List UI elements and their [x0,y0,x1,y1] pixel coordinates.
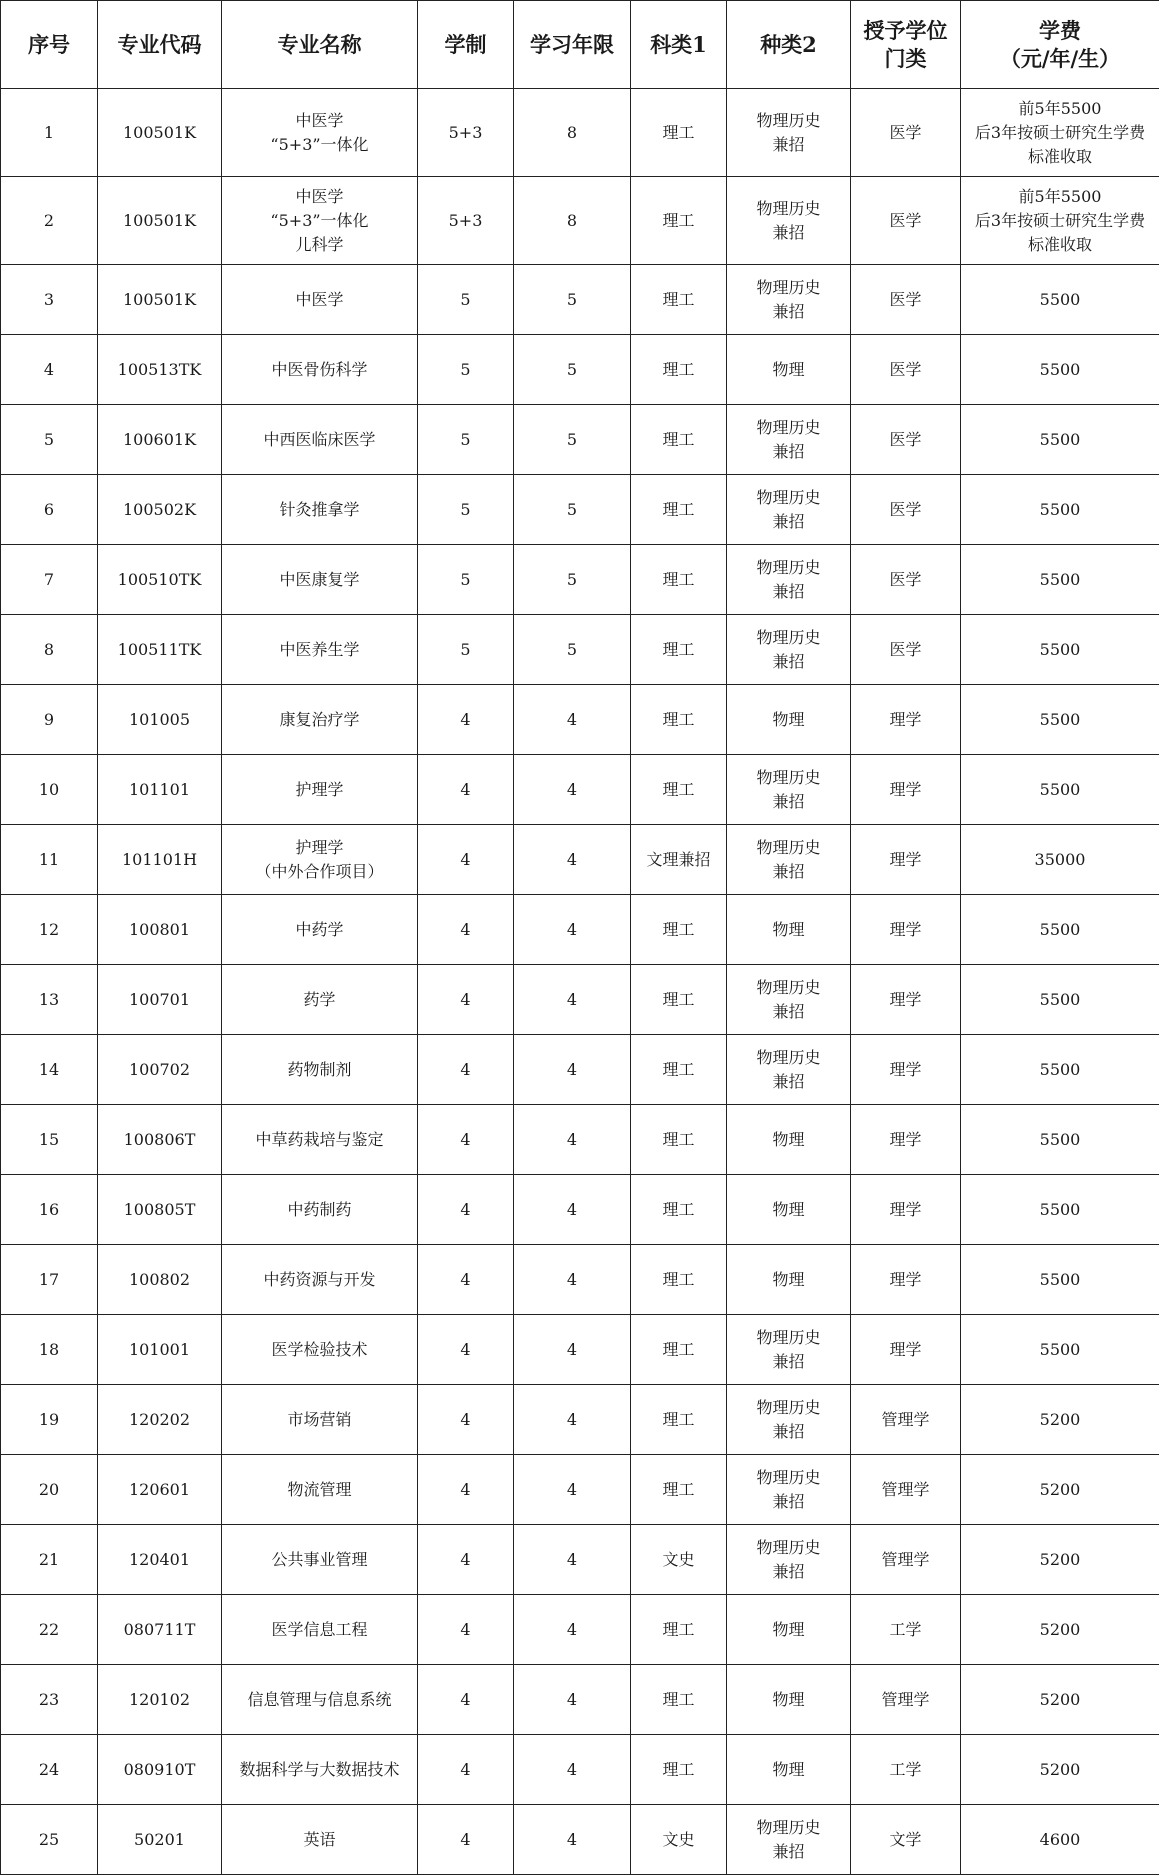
cell-major-code: 080711T [98,1595,222,1665]
table-row [1,89,1159,177]
cell-study-years: 5 [514,265,631,335]
cell-tuition: 5500 [961,1035,1159,1105]
cell-study-years: 4 [514,1035,631,1105]
cell-tuition: 4600 [961,1805,1159,1875]
cell-program-length: 4 [418,1525,514,1595]
cell-degree-type: 工学 [851,1735,961,1805]
cell-program-length: 4 [418,1455,514,1525]
cell-program-length: 4 [418,1735,514,1805]
cell-tuition: 5500 [961,755,1159,825]
cell-program-length: 4 [418,1105,514,1175]
cell-category-2: 物理 [727,895,851,965]
cell-major-name: 康复治疗学 [222,685,418,755]
table-row [1,265,1159,335]
cell-tuition: 5500 [961,1315,1159,1385]
cell-seq-no: 12 [1,895,98,965]
header-major-name: 专业名称 [222,1,418,89]
cell-category-2: 物理 [727,1245,851,1315]
cell-program-length: 5+3 [418,177,514,265]
table-row [1,1805,1159,1875]
cell-degree-type: 理学 [851,685,961,755]
cell-study-years: 5 [514,615,631,685]
table-row [1,1525,1159,1595]
cell-degree-type: 理学 [851,1245,961,1315]
cell-major-code: 100701 [98,965,222,1035]
cell-program-length: 4 [418,895,514,965]
cell-degree-type: 医学 [851,177,961,265]
cell-seq-no: 2 [1,177,98,265]
cell-category-2: 物理 [727,1665,851,1735]
cell-category-2: 物理 [727,685,851,755]
cell-major-code: 100805T [98,1175,222,1245]
cell-major-name: 医学信息工程 [222,1595,418,1665]
cell-tuition: 5500 [961,685,1159,755]
cell-program-length: 5 [418,475,514,545]
cell-program-length: 5 [418,615,514,685]
table-row [1,335,1159,405]
cell-degree-type: 医学 [851,475,961,545]
cell-degree-type: 工学 [851,1595,961,1665]
cell-major-code: 101001 [98,1315,222,1385]
table-row [1,1385,1159,1455]
cell-category-1: 理工 [631,1315,727,1385]
cell-seq-no: 6 [1,475,98,545]
cell-seq-no: 1 [1,89,98,177]
cell-study-years: 4 [514,685,631,755]
table-row [1,1595,1159,1665]
cell-major-name: 中药资源与开发 [222,1245,418,1315]
cell-study-years: 5 [514,475,631,545]
cell-seq-no: 23 [1,1665,98,1735]
cell-major-name: 中医学 “5+3”一体化 [222,89,418,177]
header-category-1: 科类1 [631,1,727,89]
cell-category-2: 物理 [727,1595,851,1665]
cell-seq-no: 5 [1,405,98,475]
cell-category-2: 物理 [727,335,851,405]
cell-category-1: 理工 [631,1385,727,1455]
table-row [1,1735,1159,1805]
cell-study-years: 4 [514,1245,631,1315]
cell-major-name: 中医养生学 [222,615,418,685]
cell-category-1: 理工 [631,1595,727,1665]
cell-study-years: 4 [514,755,631,825]
cell-seq-no: 22 [1,1595,98,1665]
cell-study-years: 8 [514,89,631,177]
cell-major-name: 中药学 [222,895,418,965]
cell-study-years: 4 [514,1175,631,1245]
cell-program-length: 5 [418,545,514,615]
cell-program-length: 4 [418,965,514,1035]
cell-category-2: 物理 [727,1105,851,1175]
cell-program-length: 4 [418,1175,514,1245]
cell-major-code: 100501K [98,89,222,177]
header-major-code: 专业代码 [98,1,222,89]
cell-degree-type: 医学 [851,545,961,615]
cell-category-1: 理工 [631,1665,727,1735]
cell-degree-type: 理学 [851,1175,961,1245]
table-row [1,615,1159,685]
cell-seq-no: 14 [1,1035,98,1105]
header-program-length: 学制 [418,1,514,89]
cell-degree-type: 理学 [851,1315,961,1385]
cell-major-name: 中医康复学 [222,545,418,615]
cell-major-code: 120401 [98,1525,222,1595]
cell-category-1: 文史 [631,1805,727,1875]
header-study-years: 学习年限 [514,1,631,89]
cell-tuition: 5500 [961,615,1159,685]
cell-program-length: 4 [418,1805,514,1875]
cell-major-name: 中药制药 [222,1175,418,1245]
cell-tuition: 5500 [961,265,1159,335]
cell-category-2: 物理历史 兼招 [727,1035,851,1105]
table-row [1,1455,1159,1525]
cell-category-2: 物理历史 兼招 [727,1455,851,1525]
cell-category-1: 理工 [631,1245,727,1315]
cell-category-1: 理工 [631,475,727,545]
cell-category-2: 物理历史 兼招 [727,755,851,825]
cell-category-2: 物理历史 兼招 [727,1805,851,1875]
cell-study-years: 4 [514,1315,631,1385]
cell-major-code: 101005 [98,685,222,755]
cell-tuition: 5500 [961,1105,1159,1175]
cell-degree-type: 医学 [851,615,961,685]
cell-seq-no: 8 [1,615,98,685]
cell-category-1: 文史 [631,1525,727,1595]
table-row [1,685,1159,755]
cell-tuition: 5200 [961,1595,1159,1665]
cell-program-length: 4 [418,1595,514,1665]
cell-seq-no: 13 [1,965,98,1035]
cell-tuition: 5200 [961,1735,1159,1805]
cell-degree-type: 管理学 [851,1665,961,1735]
cell-study-years: 4 [514,1595,631,1665]
cell-major-name: 中医骨伤科学 [222,335,418,405]
cell-tuition: 5200 [961,1665,1159,1735]
cell-seq-no: 20 [1,1455,98,1525]
cell-tuition: 5200 [961,1525,1159,1595]
cell-major-code: 100601K [98,405,222,475]
cell-tuition: 前5年5500 后3年按硕士研究生学费 标准收取 [961,89,1159,177]
cell-seq-no: 18 [1,1315,98,1385]
cell-category-2: 物理历史 兼招 [727,1525,851,1595]
header-category-2: 种类2 [727,1,851,89]
header-row [1,1,1159,89]
cell-major-name: 药学 [222,965,418,1035]
cell-seq-no: 25 [1,1805,98,1875]
cell-seq-no: 24 [1,1735,98,1805]
cell-degree-type: 理学 [851,895,961,965]
cell-seq-no: 19 [1,1385,98,1455]
cell-major-name: 英语 [222,1805,418,1875]
cell-category-1: 理工 [631,965,727,1035]
cell-study-years: 4 [514,1525,631,1595]
cell-tuition: 5500 [961,545,1159,615]
cell-category-1: 理工 [631,405,727,475]
cell-category-2: 物理历史 兼招 [727,1315,851,1385]
cell-study-years: 4 [514,1735,631,1805]
cell-tuition: 5500 [961,895,1159,965]
table-row [1,1105,1159,1175]
table-row [1,1035,1159,1105]
cell-study-years: 4 [514,1385,631,1455]
table-row [1,475,1159,545]
cell-category-2: 物理历史 兼招 [727,825,851,895]
cell-degree-type: 理学 [851,825,961,895]
cell-study-years: 4 [514,825,631,895]
cell-program-length: 5 [418,335,514,405]
cell-major-code: 120601 [98,1455,222,1525]
table-row [1,755,1159,825]
cell-major-name: 针灸推拿学 [222,475,418,545]
cell-category-1: 理工 [631,265,727,335]
cell-degree-type: 理学 [851,1105,961,1175]
cell-seq-no: 21 [1,1525,98,1595]
cell-tuition: 35000 [961,825,1159,895]
cell-program-length: 4 [418,1385,514,1455]
table-row [1,545,1159,615]
cell-major-name: 物流管理 [222,1455,418,1525]
cell-category-1: 理工 [631,1035,727,1105]
cell-major-code: 100510TK [98,545,222,615]
table-row [1,825,1159,895]
cell-major-name: 医学检验技术 [222,1315,418,1385]
cell-study-years: 8 [514,177,631,265]
cell-study-years: 5 [514,335,631,405]
cell-major-name: 市场营销 [222,1385,418,1455]
cell-tuition: 5200 [961,1385,1159,1455]
cell-degree-type: 管理学 [851,1385,961,1455]
cell-category-1: 理工 [631,755,727,825]
cell-seq-no: 17 [1,1245,98,1315]
cell-category-1: 理工 [631,545,727,615]
cell-study-years: 4 [514,1665,631,1735]
table-row [1,405,1159,475]
cell-major-name: 数据科学与大数据技术 [222,1735,418,1805]
cell-study-years: 5 [514,405,631,475]
cell-major-code: 120202 [98,1385,222,1455]
cell-program-length: 5 [418,405,514,475]
cell-seq-no: 4 [1,335,98,405]
cell-category-1: 理工 [631,1105,727,1175]
cell-program-length: 5 [418,265,514,335]
cell-major-name: 中西医临床医学 [222,405,418,475]
cell-tuition: 5200 [961,1455,1159,1525]
cell-tuition: 5500 [961,475,1159,545]
cell-tuition: 前5年5500 后3年按硕士研究生学费 标准收取 [961,177,1159,265]
cell-seq-no: 3 [1,265,98,335]
cell-major-name: 护理学 （中外合作项目） [222,825,418,895]
cell-tuition: 5500 [961,405,1159,475]
cell-degree-type: 医学 [851,335,961,405]
cell-seq-no: 16 [1,1175,98,1245]
cell-major-code: 120102 [98,1665,222,1735]
cell-study-years: 4 [514,895,631,965]
cell-study-years: 4 [514,1105,631,1175]
header-seq-no: 序号 [1,1,98,89]
cell-category-2: 物理历史 兼招 [727,545,851,615]
cell-study-years: 4 [514,1805,631,1875]
cell-category-1: 理工 [631,895,727,965]
cell-seq-no: 11 [1,825,98,895]
header-degree-type: 授予学位 门类 [851,1,961,89]
cell-degree-type: 理学 [851,965,961,1035]
cell-category-1: 理工 [631,335,727,405]
cell-category-2: 物理历史 兼招 [727,265,851,335]
cell-category-1: 理工 [631,615,727,685]
table-body [1,89,1159,1875]
cell-program-length: 4 [418,755,514,825]
cell-major-code: 50201 [98,1805,222,1875]
cell-degree-type: 理学 [851,755,961,825]
cell-major-name: 中草药栽培与鉴定 [222,1105,418,1175]
cell-seq-no: 7 [1,545,98,615]
cell-major-code: 101101 [98,755,222,825]
cell-program-length: 4 [418,1315,514,1385]
cell-category-1: 理工 [631,89,727,177]
table-row [1,1665,1159,1735]
cell-seq-no: 10 [1,755,98,825]
cell-major-code: 100802 [98,1245,222,1315]
cell-degree-type: 管理学 [851,1455,961,1525]
cell-major-code: 080910T [98,1735,222,1805]
table-row [1,1175,1159,1245]
cell-major-name: 中医学 “5+3”一体化 儿科学 [222,177,418,265]
header-tuition: 学费 （元/年/生） [961,1,1159,89]
table-row [1,895,1159,965]
cell-major-code: 100513TK [98,335,222,405]
cell-major-code: 100806T [98,1105,222,1175]
cell-major-code: 100501K [98,177,222,265]
cell-category-2: 物理历史 兼招 [727,475,851,545]
table-row [1,1245,1159,1315]
cell-major-name: 信息管理与信息系统 [222,1665,418,1735]
cell-category-2: 物理历史 兼招 [727,89,851,177]
cell-seq-no: 15 [1,1105,98,1175]
cell-major-code: 100501K [98,265,222,335]
table-row [1,177,1159,265]
cell-major-code: 101101H [98,825,222,895]
cell-category-2: 物理 [727,1735,851,1805]
cell-category-2: 物理 [727,1175,851,1245]
cell-category-1: 文理兼招 [631,825,727,895]
cell-tuition: 5500 [961,335,1159,405]
cell-major-name: 药物制剂 [222,1035,418,1105]
cell-category-2: 物理历史 兼招 [727,1385,851,1455]
cell-major-name: 中医学 [222,265,418,335]
cell-degree-type: 理学 [851,1035,961,1105]
cell-program-length: 4 [418,685,514,755]
cell-program-length: 4 [418,1245,514,1315]
cell-study-years: 5 [514,545,631,615]
cell-program-length: 4 [418,825,514,895]
cell-program-length: 4 [418,1035,514,1105]
cell-major-name: 护理学 [222,755,418,825]
cell-category-2: 物理历史 兼招 [727,177,851,265]
cell-study-years: 4 [514,965,631,1035]
cell-category-2: 物理历史 兼招 [727,965,851,1035]
table-row [1,1315,1159,1385]
cell-category-1: 理工 [631,1175,727,1245]
cell-program-length: 4 [418,1665,514,1735]
table-header [1,1,1159,89]
cell-degree-type: 医学 [851,265,961,335]
cell-category-1: 理工 [631,1735,727,1805]
cell-program-length: 5+3 [418,89,514,177]
cell-category-2: 物理历史 兼招 [727,405,851,475]
cell-category-1: 理工 [631,1455,727,1525]
cell-tuition: 5500 [961,965,1159,1035]
cell-major-code: 100801 [98,895,222,965]
cell-category-2: 物理历史 兼招 [727,615,851,685]
cell-degree-type: 医学 [851,405,961,475]
cell-seq-no: 9 [1,685,98,755]
cell-tuition: 5500 [961,1245,1159,1315]
table-row [1,965,1159,1035]
cell-major-code: 100702 [98,1035,222,1105]
cell-tuition: 5500 [961,1175,1159,1245]
cell-major-code: 100511TK [98,615,222,685]
cell-degree-type: 医学 [851,89,961,177]
cell-degree-type: 文学 [851,1805,961,1875]
cell-degree-type: 管理学 [851,1525,961,1595]
cell-category-1: 理工 [631,685,727,755]
cell-category-1: 理工 [631,177,727,265]
cell-major-code: 100502K [98,475,222,545]
cell-study-years: 4 [514,1455,631,1525]
cell-major-name: 公共事业管理 [222,1525,418,1595]
